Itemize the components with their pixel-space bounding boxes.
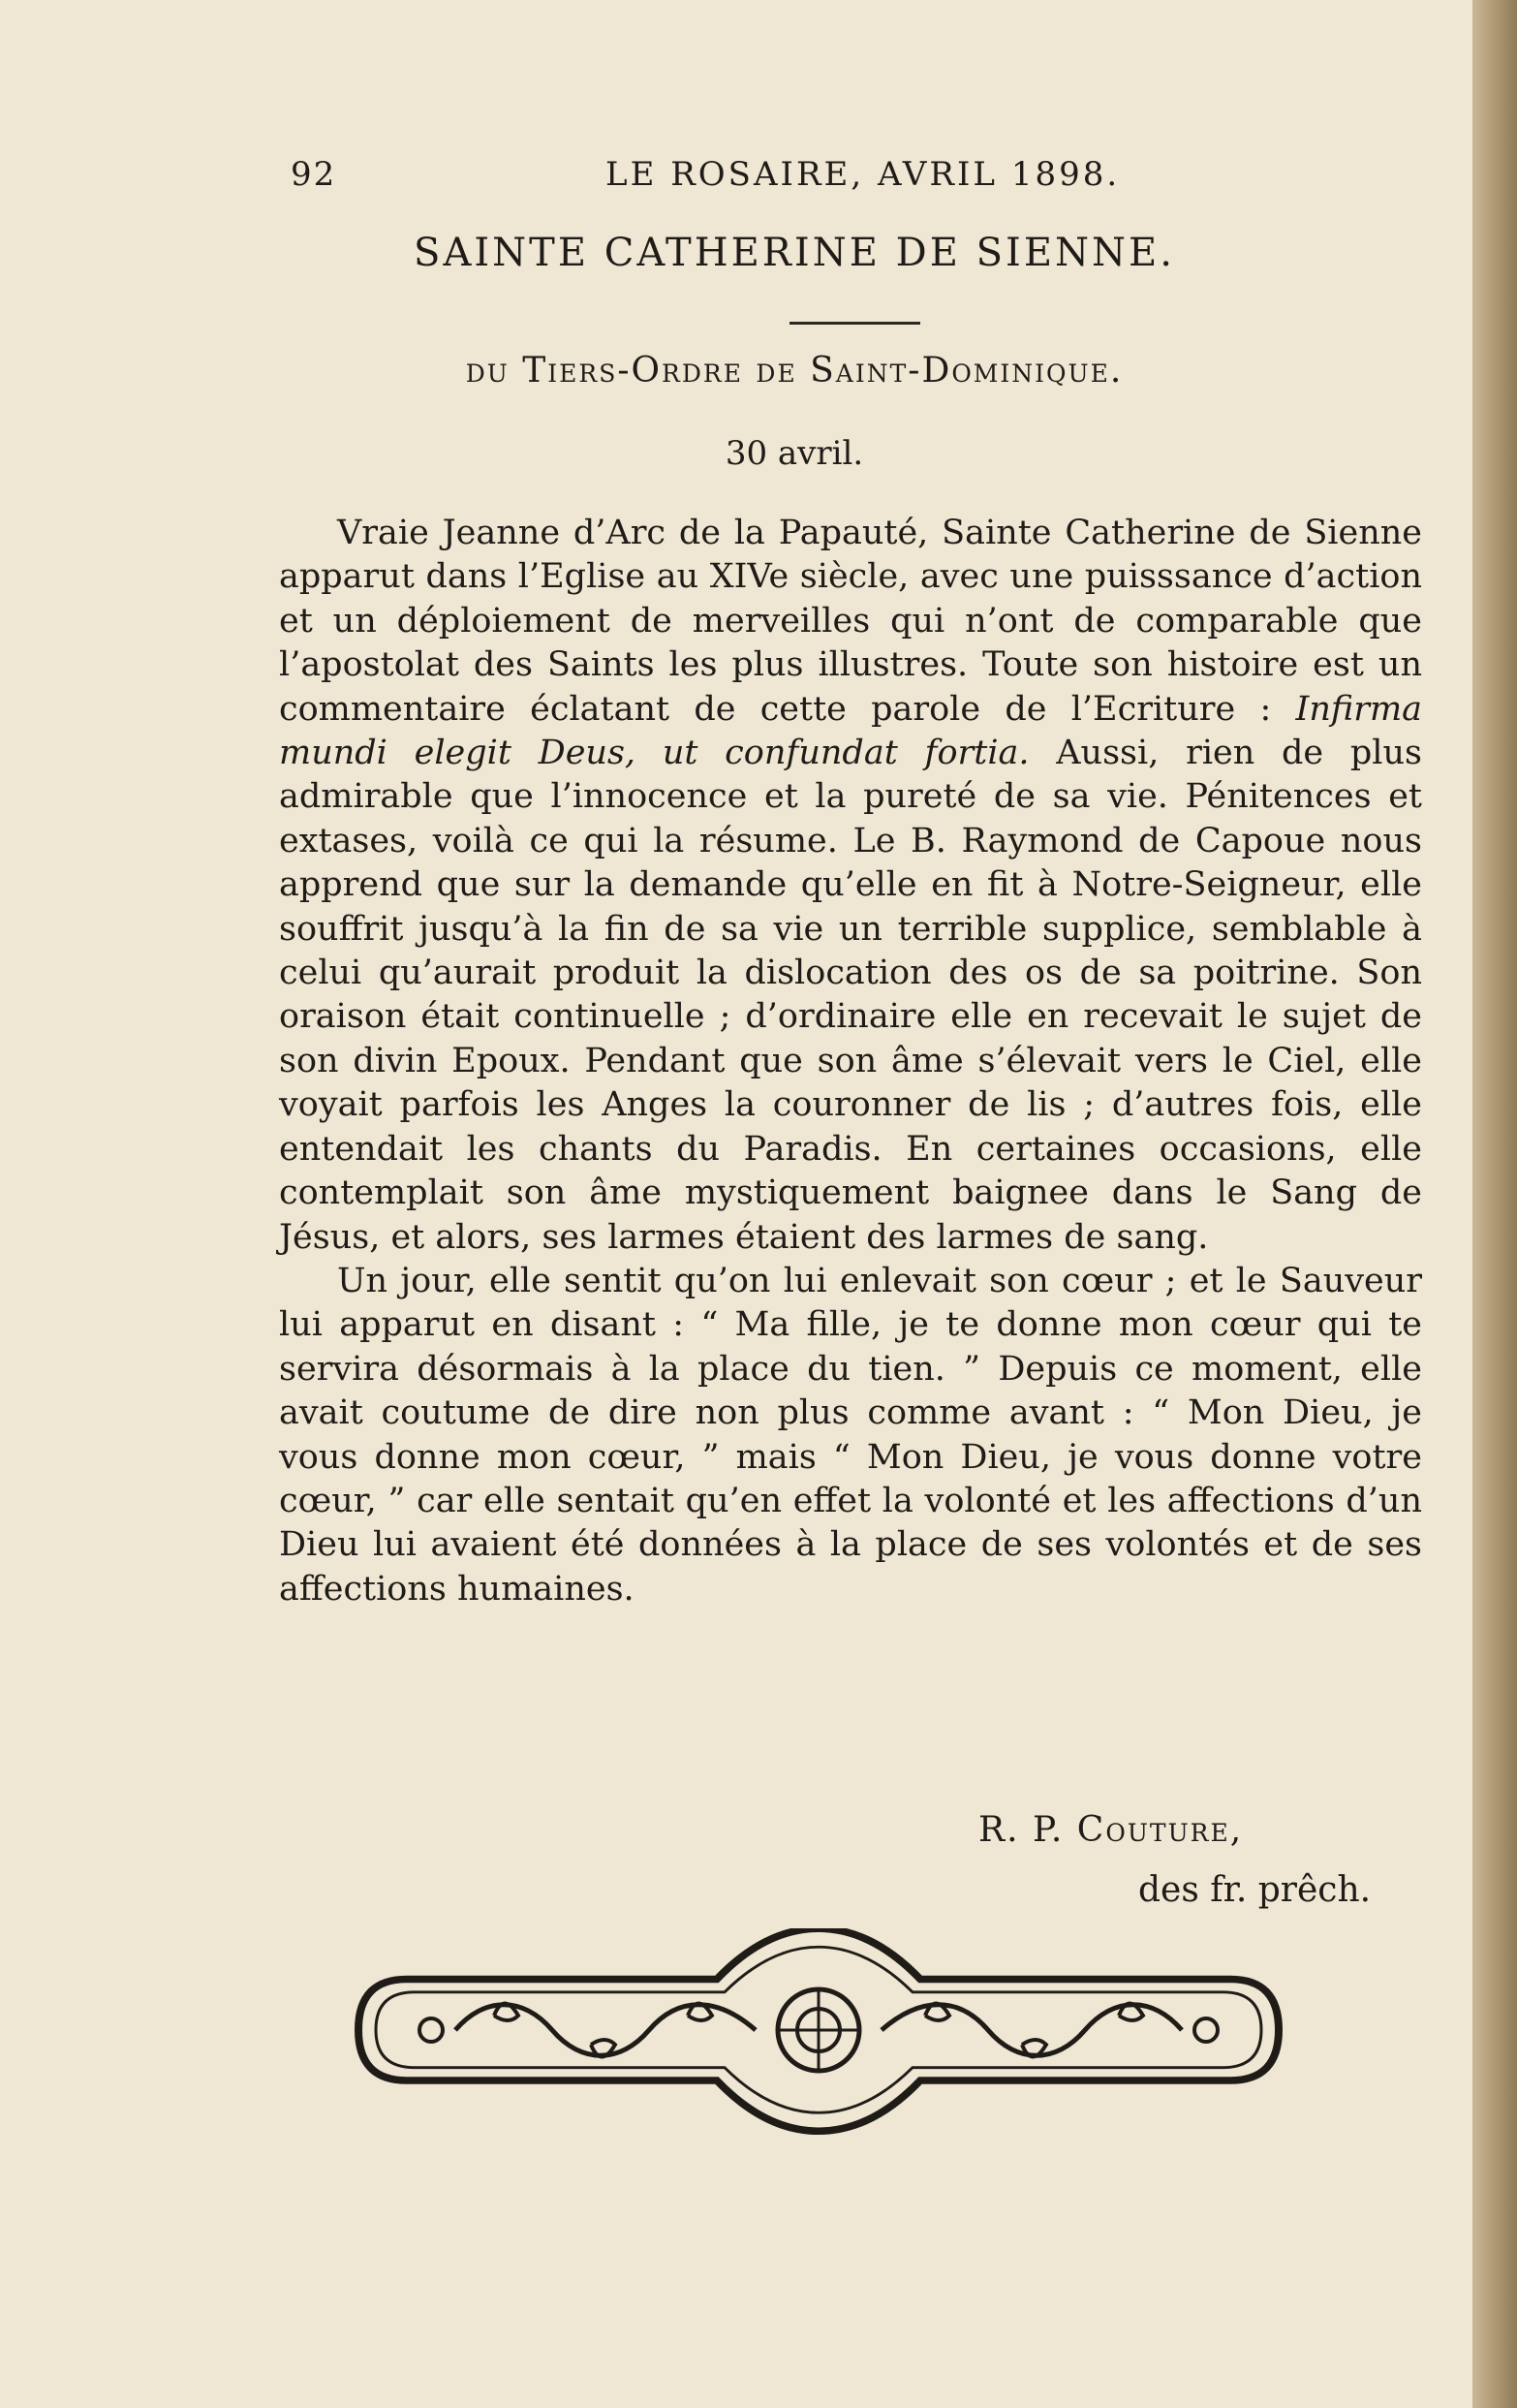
article-title: SAINTE CATHERINE DE SIENNE. xyxy=(414,231,1175,275)
author-name: R. P. Couture, xyxy=(978,1810,1244,1850)
latin-quote: Infirma mundi elegit Deus, ut confundat fortia. xyxy=(279,689,1422,773)
page-number: 92 xyxy=(291,155,337,194)
article-subtitle: du Tiers-Ordre de Saint-Dominique. xyxy=(465,351,1124,391)
author-title: des fr. prêch. xyxy=(1138,1870,1372,1910)
page-edge xyxy=(1472,0,1517,2408)
paragraph-2: Un jour, elle sentit qu’on lui enlevait son cœur ; et le Sauveur lui apparut en disant : “ Ma fille, je te donne mon cœur qui te servira désormais à la place du tien. ” Depuis ce moment, elle avait coutume de dire non plus comme avant : “ Mon Dieu, je vous donne mon cœur, ” mais “ Mon Dieu, je vous donne votre cœur, ” car elle sentait qu’en effet la volonté et les affections d’un Dieu lui avaient été données à la place de ses volontés et de ses affections humaines. xyxy=(279,1261,1422,1609)
article-body xyxy=(279,512,1422,1611)
running-head: LE ROSAIRE, AVRIL 1898. xyxy=(605,155,1121,194)
title-divider xyxy=(789,322,920,325)
signature xyxy=(978,1800,1405,1921)
page-header xyxy=(291,155,1143,213)
paragraph-1-text-start: Vraie Jeanne d’Arc de la Papauté, Sainte Catherine de Sienne apparut dans l’Eglise au XIVe siècle, avec une puisssance d’action et un déploiement de merveilles qui n’ont de comparable que l’apostolat des Saints les plus illustres. Toute son histoire est un commentaire éclatant de cette parole de l’Ecriture : xyxy=(279,514,1422,729)
paragraph-1 xyxy=(279,512,1422,1260)
feast-date: 30 avril. xyxy=(725,434,864,473)
ornament-vignette xyxy=(339,1928,1298,2137)
paragraph-1-text-end: Aussi, rien de plus admirable que l’innocence et la pureté de sa vie. Pénitences et extases, voilà ce qui la résume. Le B. Raymond de Capoue nous apprend que sur la demande qu’elle en fit à Notre-Seigneur, elle souffrit jusqu’à la fin de sa vie un terrible supplice, semblable à celui qu’aurait produit la dislocation des os de sa poitrine. Son oraison était continuelle ; d’ordinaire elle en recevait le sujet de son divin Epoux. Pendant que son âme s’élevait vers le Ciel, elle voyait parfois les Anges la couronner de lis ; d’autres fois, elle entendait les chants du Paradis. En certaines occasions, elle contemplait son âme mystiquement baignee dans le Sang de Jésus, et alors, ses larmes étaient des larmes de sang. xyxy=(279,734,1422,1257)
